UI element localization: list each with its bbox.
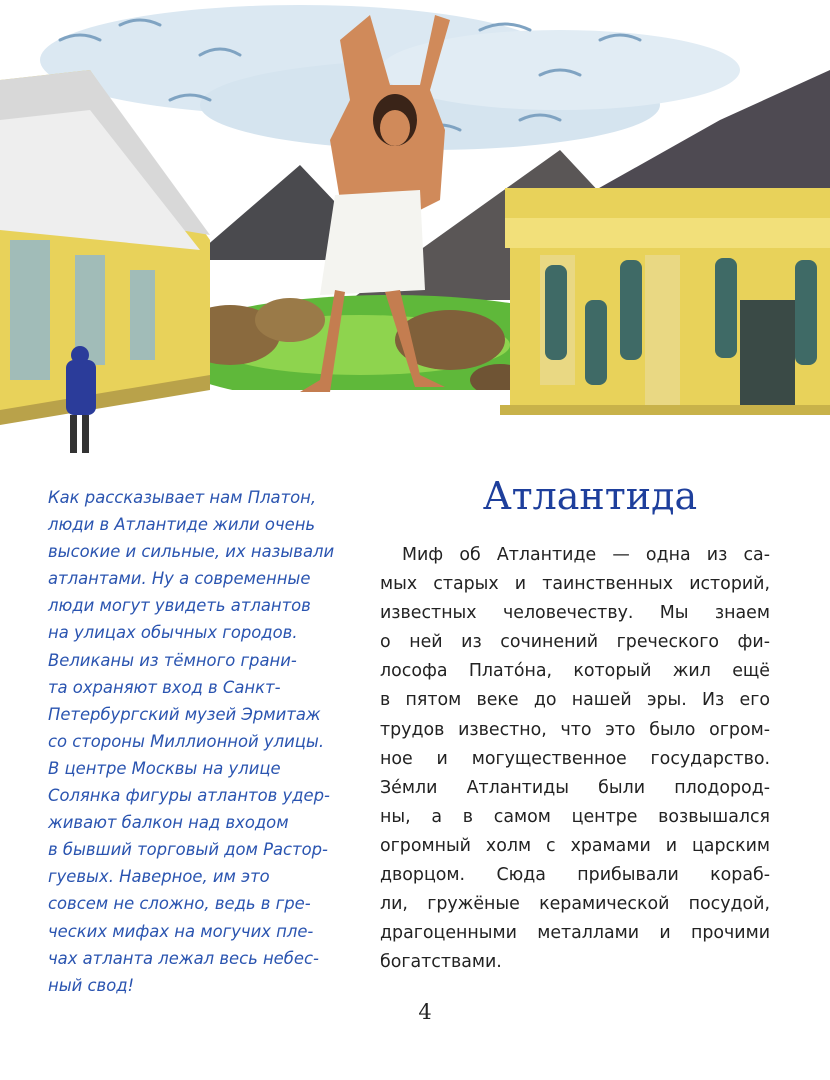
paragraph-line: богатствами.	[380, 952, 502, 973]
sidebar-line: на улицах обычных городов.	[48, 623, 298, 643]
sidebar-line: ческих мифах на могучих пле-	[48, 921, 314, 941]
sidebar-line: люди могут увидеть атлантов	[48, 596, 311, 616]
sidebar-line: высокие и сильные, их называли	[48, 542, 335, 562]
paragraph-line: мых старых и таинственных историй,	[380, 574, 770, 595]
paragraph-line: трудов известно, что это было огром-	[380, 719, 770, 740]
paragraph-line: ли, гружёные керамической посудой,	[380, 894, 770, 915]
sidebar-line: со стороны Миллионной улицы.	[48, 731, 325, 751]
paragraph-line: лософа Плато́на, который жил ещё	[380, 661, 770, 682]
main-paragraph	[380, 541, 770, 977]
sidebar-line: совсем не сложно, ведь в гре-	[48, 894, 311, 914]
paragraph-line: в пятом веке до нашей эры. Из его	[380, 690, 770, 711]
paragraph-line: огромный холм с храмами и царским	[380, 835, 770, 856]
left-building	[0, 70, 210, 425]
sidebar-line: Солянка фигуры атлантов удер-	[48, 786, 330, 806]
sidebar-line: живают балкон над входом	[48, 813, 289, 833]
sidebar-line: Как рассказывает нам Платон,	[48, 488, 317, 507]
paragraph-line: ное и могущественное государство.	[380, 748, 770, 769]
paragraph-line: Зе́мли Атлантиды были плодород-	[380, 777, 770, 798]
sidebar-line: в бывший торговый дом Растор-	[48, 840, 328, 860]
paragraph-line: известных человечеству. Мы знаем	[380, 603, 770, 624]
page-number: 4	[418, 1000, 432, 1024]
sidebar-note	[48, 484, 368, 999]
sidebar-line: гуевых. Наверное, им это	[48, 867, 270, 887]
sidebar-line: та охраняют вход в Санкт-	[48, 677, 281, 697]
sidebar-line: Великаны из тёмного грани-	[48, 650, 297, 670]
atlas-illustration	[0, 0, 830, 460]
paragraph-line: ны, а в самом центре возвышался	[380, 806, 770, 827]
paragraph-line: Миф об Атлантиде — одна из са-	[402, 545, 770, 565]
sidebar-line: Петербургский музей Эрмитаж	[48, 704, 321, 724]
paragraph-line: дворцом. Сюда прибывали кораб-	[380, 865, 770, 886]
sidebar-line: чах атланта лежал весь небес-	[48, 948, 319, 968]
page-title: Атлантида	[482, 474, 698, 518]
paragraph-line: о ней из сочинений греческого фи-	[380, 632, 770, 653]
paragraph-line: драгоценными металлами и прочими	[380, 923, 770, 944]
sidebar-line: ный свод!	[48, 975, 135, 995]
sidebar-line: В центре Москвы на улице	[48, 758, 281, 778]
sidebar-line: люди в Атлантиде жили очень	[48, 515, 316, 535]
sidebar-line: атлантами. Ну а современные	[48, 569, 311, 589]
